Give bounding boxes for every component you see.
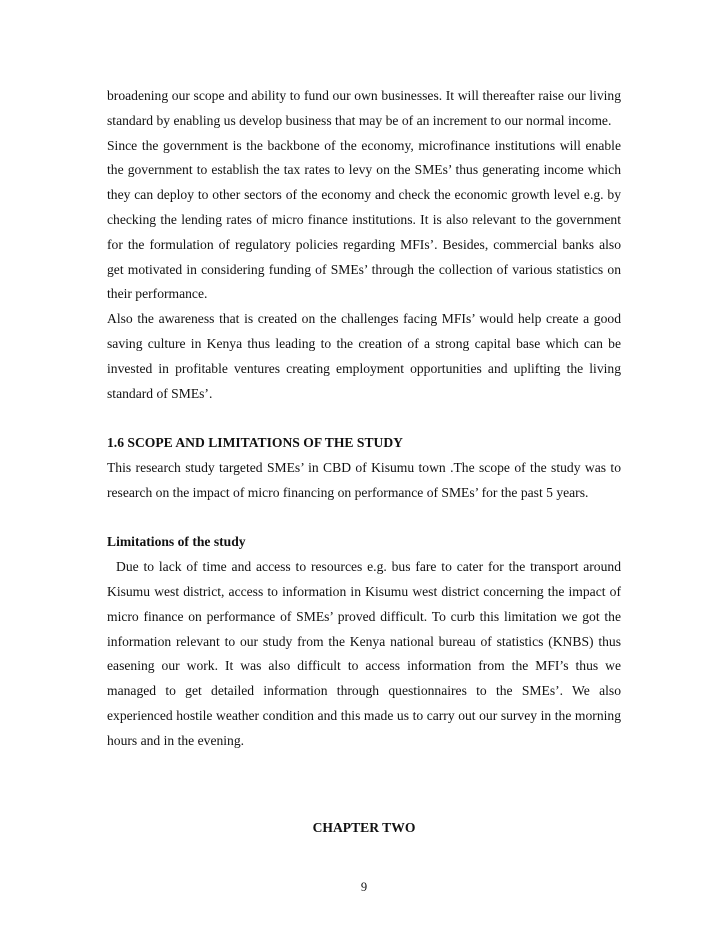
document-body [107, 84, 621, 754]
section-heading-scope: 1.6 SCOPE AND LIMITATIONS OF THE STUDY [107, 435, 403, 451]
page-number: 9 [360, 880, 368, 894]
paragraph-scope: This research study targeted SMEs’ in CBD of Kisumu town .The scope of the study was to research on the impact of micro financing on performance of SMEs’ for the past 5 years. [107, 459, 621, 500]
chapter-heading: CHAPTER TWO [312, 820, 416, 835]
paragraph-limitations: Due to lack of time and access to resources e.g. bus fare to cater for the transport around Kisumu west district, access to information in Kisumu west district concerning the impact of micro finance on performance of SMEs’ proved difficult. To curb this limitation we got the information relevant to our study from the Kenya national bureau of statistics (KNBS) thus easening our work. It was also difficult to access information from the MFI’s thus we managed to get detailed information through questionnaires to the SMEs’. We also experienced hostile weather condition and this made us to carry out our survey in the morning hours and in the evening. [107, 559, 621, 748]
section-heading-limitations: Limitations of the study [107, 534, 246, 550]
paragraph-intro-continued: broadening our scope and ability to fund our own businesses. It will thereafter raise our living standard by enabling us develop business that may be of an increment to our normal income. [107, 88, 621, 128]
paragraph-government: Since the government is the backbone of the economy, microfinance institutions will enable the government to establish the tax rates to levy on the SMEs’ thus generating income which they can deploy to other sectors of the economy and check the economic growth level e.g. by checking the lending rates of micro finance institutions. It is also relevant to the government for the formulation of regulatory policies regarding MFIs’. Besides, commercial banks also get motivated in considering funding of SMEs’ through the collection of various statistics on their performance. [107, 137, 621, 302]
spacer [107, 506, 621, 531]
spacer [107, 406, 621, 431]
paragraph-awareness: Also the awareness that is created on the challenges facing MFIs’ would help create a good saving culture in Kenya thus leading to the creation of a strong capital base which can be invested in profitable ventures creating employment opportunities and uplifting the living standard of SMEs’. [107, 311, 621, 401]
